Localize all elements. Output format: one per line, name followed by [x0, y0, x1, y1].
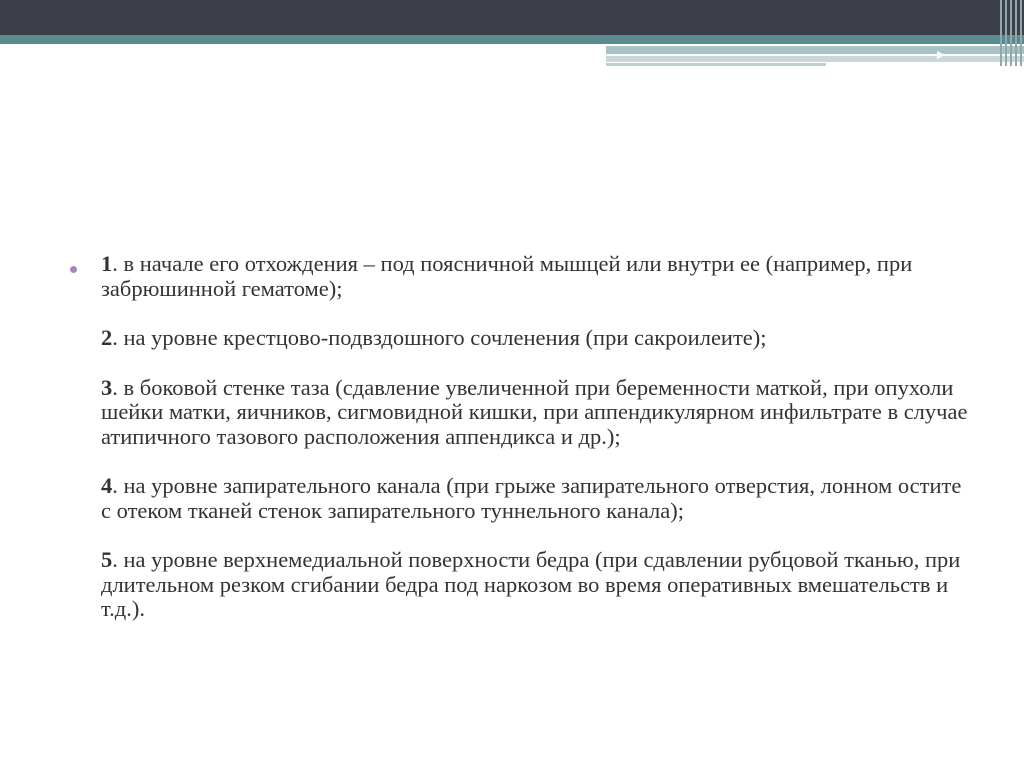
item-text: . на уровне крестцово-подвздошного сочленения (при сакроилеите);: [112, 325, 767, 350]
bullet-icon: [70, 266, 77, 273]
header-accent-bar: [606, 46, 1024, 54]
item-number: 2: [101, 325, 113, 350]
item-text: . в боковой стенке таза (сдавление увеличенной при беременности маткой, при опухоли шейки матки, яичников, сигмовидной кишки, при аппендикулярном инфильтрате в случае атипичного тазового расположения аппендикса и др.);: [101, 374, 968, 449]
item-number: 5: [101, 547, 113, 572]
item-number: 4: [101, 473, 113, 498]
list-item: [101, 326, 970, 351]
item-text: . в начале его отхождения – под поясничной мышцей или внутри ее (например, при забрюшинной гематоме);: [101, 251, 913, 301]
item-text: . на уровне верхнемедиальной поверхности бедра (при сдавлении рубцовой тканью, при длительном резком сгибании бедра под наркозом во время оперативных вмешательств и т.д.).: [101, 547, 961, 621]
list-item: [101, 548, 970, 622]
decorative-arrow-icon: [937, 51, 945, 59]
item-number: 3: [101, 374, 113, 400]
decorative-stripes: [998, 0, 1024, 66]
list-item: [101, 474, 970, 523]
list-item: [101, 376, 970, 450]
header-accent-bar-tertiary: [606, 63, 826, 66]
header-accent-bar-secondary: [606, 56, 1024, 62]
slide-body: [70, 252, 970, 622]
bullet-text: [101, 252, 970, 622]
item-text: . на уровне запирательного канала (при грыже запирательного отверстия, лонном остите с отеком тканей стенок запирательного туннельного канала);: [101, 473, 962, 523]
header-teal-bar: [0, 35, 1024, 44]
item-number: 1: [101, 251, 113, 276]
list-item: [101, 252, 970, 301]
header-dark-bar: [0, 0, 1024, 35]
